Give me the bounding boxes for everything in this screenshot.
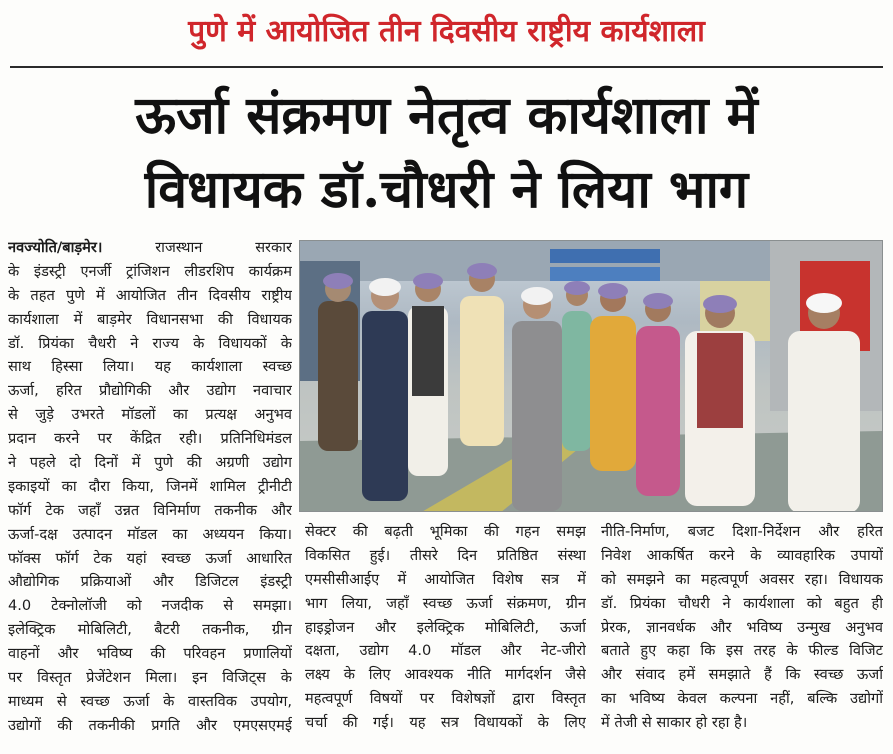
column-line-text: राजस्थान सरकार: [102, 239, 292, 256]
main-headline-line-2: विधायक डॉ.चौधरी ने लिया भाग: [144, 159, 749, 220]
column-line: भाग लिया, जहाँ स्वच्छ ऊर्जा संक्रमण, ग्रीन: [305, 594, 586, 612]
column-line: से जुड़े उभरते मॉडलों का प्रत्यक्ष अनुभव: [8, 406, 292, 424]
column-line: डॉ. प्रियंका चैधरी ने राज्य के विधायकों के: [8, 334, 292, 352]
column-line: चर्चा की गई। यह सत्र विधायकों के लिए: [305, 714, 586, 732]
column-line: ऊर्जा-दक्ष उत्पादन मॉडल का अध्ययन किया।: [8, 525, 292, 543]
article-column-2: [305, 520, 586, 748]
article-column-1: [8, 236, 292, 748]
column-line: ऊर्जा, हरित प्रौद्योगिकी और उद्योग नवाचार: [8, 382, 292, 400]
column-line: में तेजी से साकार हो रहा है।: [601, 714, 748, 732]
column-line: डॉ. प्रियंका चौधरी ने कार्यशाला को बहुत ही: [601, 594, 883, 612]
column-line: लक्ष्य के लिए आवश्यक नीति मार्गदर्शन जैसे: [305, 666, 586, 684]
column-line: प्रदान करने पर केंद्रित रही। प्रतिनिधिमंडल: [8, 430, 292, 448]
news-photo: [299, 240, 883, 512]
column-line: एमसीसीआईए में आयोजित विशेष सत्र में: [305, 570, 586, 588]
column-line: का भविष्य केवल कल्पना नहीं, बल्कि उद्योगों: [601, 690, 883, 708]
column-line: वाहनों और भविष्य की परिवहन प्रणालियों: [8, 645, 292, 663]
column-line: को समझने का महत्वपूर्ण अवसर रहा। विधायक: [601, 570, 883, 588]
column-line: के इंडस्ट्री एनर्जी ट्रांजिशन लीडरशिप कार्यक्रम: [8, 262, 292, 280]
kicker-headline: पुणे में आयोजित तीन दिवसीय राष्ट्रीय कार्यशाला: [188, 14, 705, 49]
column-line: प्रेरक, ज्ञानवर्धक और भविष्य उन्मुख अनुभव: [601, 618, 883, 636]
photo-illustration: [300, 241, 883, 512]
column-line: फॉक्स फॉर्ग टेक यहां स्वच्छ ऊर्जा आधारित: [8, 549, 292, 567]
column-line: इलेक्ट्रिक मोबिलिटी, बैटरी तकनीक, ग्रीन: [8, 621, 292, 639]
column-line: [8, 236, 292, 260]
column-line: सेक्टर की बढ़ती भूमिका की गहन समझ: [305, 523, 586, 540]
column-line: माध्यम से स्वच्छ ऊर्जा के वास्तविक उपयोग,: [8, 692, 292, 710]
column-line: औद्योगिक प्रक्रियाओं और डिजिटल इंडस्ट्री: [8, 573, 292, 591]
main-headline-line-1: ऊर्जा संक्रमण नेतृत्व कार्यशाला में: [135, 85, 758, 146]
column-line: दक्षता, उद्योग 4.0 मॉडल और नेट-जीरो: [305, 642, 586, 660]
byline: नवज्योति/बाड़मेर।: [8, 239, 103, 256]
column-line: निवेश आकर्षित करने के व्यावहारिक उपायों: [601, 546, 883, 564]
column-line: इकाइयों का दौरा किया, जिनमें शामिल ट्रीनीटी: [8, 477, 292, 495]
article-column-3: [601, 520, 883, 748]
column-line: के तहत पुणे में आयोजित तीन दिवसीय राष्ट्रीय: [8, 286, 292, 304]
column-line: कार्यशाला में बाड़मेर विधानसभा की विधायक: [8, 310, 292, 328]
column-line: और संवाद हमें समझाते हैं कि स्वच्छ ऊर्जा: [601, 666, 883, 684]
column-line: उद्योगों की तकनीकी प्रगति और एमएसएमई: [8, 716, 292, 734]
column-line: नीति-निर्माण, बजट दिशा-निर्देशन और हरित: [601, 523, 883, 540]
column-line: महत्वपूर्ण विषयों पर विशेषज्ञों द्वारा विस्तृत: [305, 690, 586, 708]
column-line: फॉर्ग टेक जहाँ उन्नत विनिर्माण तकनीक और: [8, 501, 292, 519]
kicker-divider: [10, 66, 883, 68]
column-line: पर विस्तृत प्रेजेंटेशन मिला। इन विजिट्स के: [8, 669, 292, 687]
photo-rack-blue: [550, 267, 660, 281]
photo-rack-blue: [550, 249, 660, 263]
column-line: हाइड्रोजन और इलेक्ट्रिक मोबिलिटी, ऊर्जा: [305, 618, 586, 636]
column-line: विकसित हुई। तीसरे दिन प्रतिष्ठित संस्था: [305, 546, 586, 564]
column-line: साथ हिस्सा लिया। यह कार्यशाला स्वच्छ: [8, 358, 292, 376]
column-line: बताते हुए कहा कि इस तरह के फील्ड विजिट: [601, 642, 883, 660]
column-line: ने पहले दो दिनों में पुणे की अग्रणी उद्योग: [8, 454, 292, 472]
column-line: 4.0 टेक्नोलॉजी को नजदीक से समझा।: [8, 597, 292, 615]
